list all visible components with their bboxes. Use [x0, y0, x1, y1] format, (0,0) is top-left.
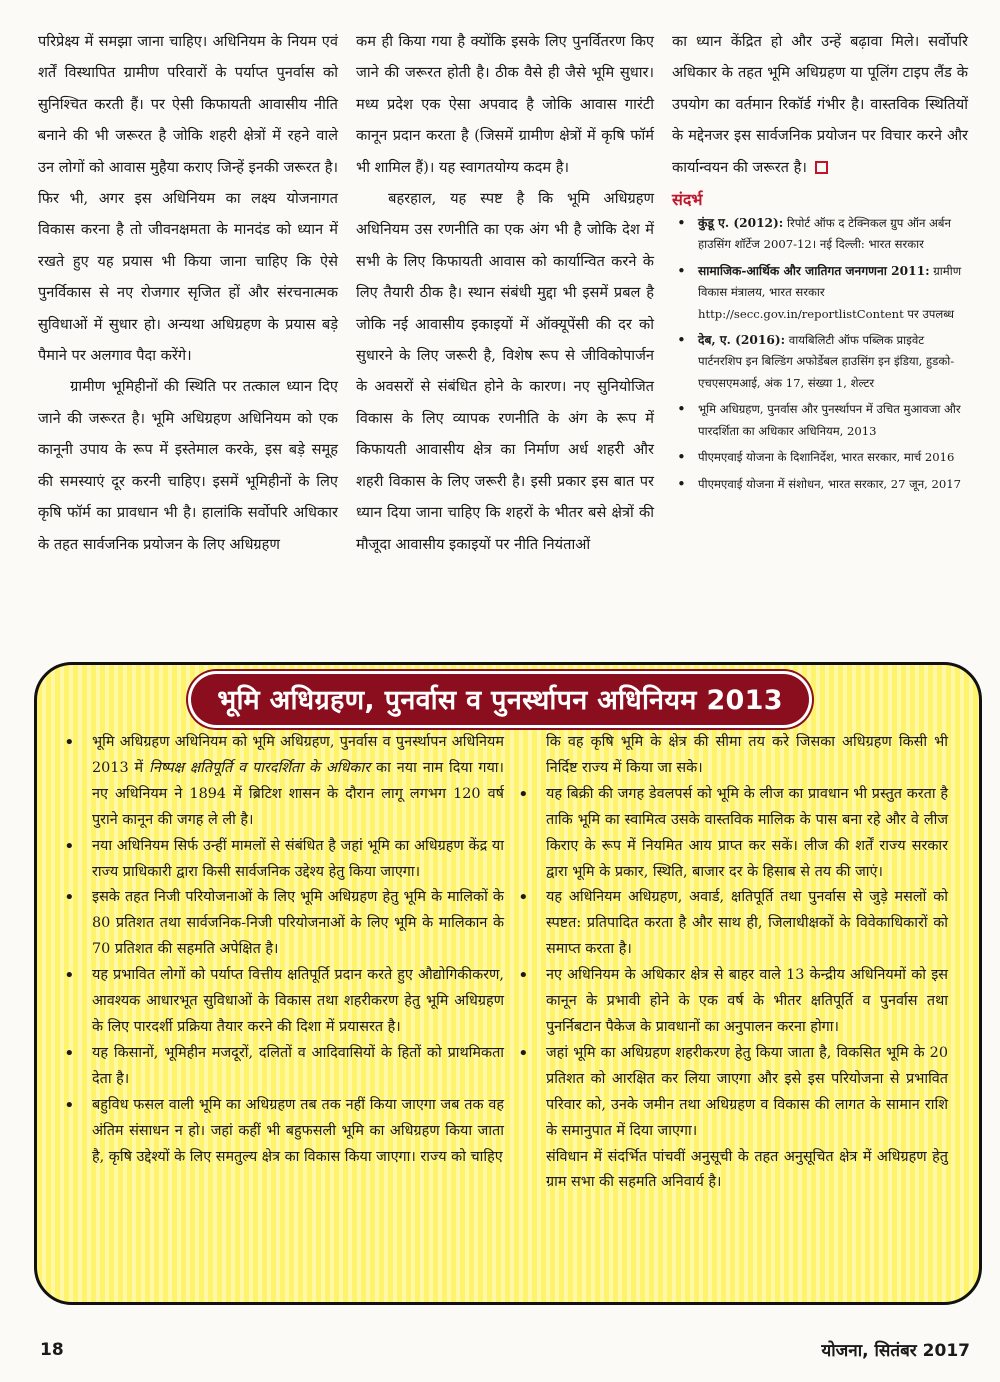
reference-author: सामाजिक-आर्थिक और जातिगत जनगणना 2011:	[698, 263, 930, 278]
info-box-bullet: • इसके तहत निजी परियोजनाओं के लिए भूमि अधिग्रहण हेतु भूमि के मालिकों के 80 प्रतिशत तथा सार्वजनिक-निजी परियोजनाओं के लिए भूमि के मालिकान के 70 प्रतिशत की सहमति अपेक्षित है।	[64, 885, 504, 963]
info-box-title: भूमि अधिग्रहण, पुनर्वास व पुनर्स्थापन अधिनियम 2013	[191, 674, 809, 725]
magazine-issue: योजना, सितंबर 2017	[821, 1341, 970, 1361]
info-box-bullet: • यह किसानों, भूमिहीन मजदूरों, दलितों व आदिवासियों के हितों को प्राथमिकता देता है।	[64, 1041, 504, 1093]
info-box-bullet: • यह बिक्री की जगह डेवलपर्स को भूमि के लीज का प्रावधान भी प्रस्तुत करता है ताकि भूमि का स्वामित्व उसके वास्तविक मालिक के पास बना रहे और वे लीज किराए के रूप में नियमित आय प्राप्त कर सकें। लीज की शर्तें राज्य सरकार द्वारा भूमि के प्रकार, स्थिति, बाजार दर के हिसाब से तय की जाएं।	[518, 782, 948, 886]
info-box-bullet: • बहुविध फसल वाली भूमि का अधिग्रहण तब तक नहीं किया जाएगा जब तक वह अंतिम संसाधन न हो। जहां कहीं भी बहुफसली भूमि का अधिग्रहण किया जाता है, कृषि उद्देश्यों के लिए समतुल्य क्षेत्र का विकास किया जाएगा। राज्य को चाहिए	[64, 1093, 504, 1171]
reference-text: वायबिलिटी ऑफ पब्लिक प्राइवेट पार्टनरशिप इन बिल्डिंग अफोर्डेबल हाउसिंग इन इंडिया, हुडको-एचएसएमआई, अंक 17, संख्या 1, शेल्टर	[698, 333, 955, 390]
column3-paragraph-1	[672, 26, 968, 183]
references-list	[672, 213, 968, 495]
info-box-bullet: • नया अधिनियम सिर्फ उन्हीं मामलों से संबंधित है जहां भूमि का अधिग्रहण केंद्र या राज्य प्राधिकारी द्वारा किसी सार्वजनिक उद्देश्य हेतु किया जाएगा।	[64, 834, 504, 886]
reference-text: पीएमएवाई योजना के दिशानिर्देश, भारत सरकार, मार्च 2016	[698, 450, 955, 465]
bullet-emphasis: निष्पक्ष क्षतिपूर्ति व पारदर्शिता के अधिकार	[149, 759, 371, 776]
info-box-bullet	[64, 730, 504, 834]
info-box-bullet: • यह प्रभावित लोगों को पर्याप्त वित्तीय क्षतिपूर्ति प्रदान करते हुए औद्योगिकीकरण, आवश्यक आधारभूत सुविधाओं के विकास तथा शहरीकरण हेतु भूमि अधिग्रहण के लिए पारदर्शी प्रक्रिया तैयार करने की दिशा में प्रयासरत है।	[64, 963, 504, 1041]
info-box-continuation: कि वह कृषि भूमि के क्षेत्र की सीमा तय करे जिसका अधिग्रहण किसी भी निर्दिष्ट राज्य में किया जा सके।	[546, 734, 948, 776]
reference-text: ग्रामीण विकास मंत्रालय, भारत सरकार http://secc.gov.in/reportlistContent पर उपलब्ध	[698, 263, 962, 321]
info-box-title-wrap	[0, 674, 1000, 725]
text-column-1	[38, 26, 338, 560]
references-heading: संदर्भ	[672, 190, 703, 210]
page-number: 18	[40, 1340, 64, 1360]
reference-item	[672, 399, 968, 442]
bullet-text: भूमि अधिग्रहण अधिनियम को भूमि अधिग्रहण, पुनर्वास व पुनर्स्थापन अधिनियम 2013 में	[92, 734, 504, 776]
info-box-bullet: • जहां भूमि का अधिग्रहण शहरीकरण हेतु किया जाता है, विकसित भूमि के 20 प्रतिशत को आरक्षित कर लिया जाएगा और इसे इस परियोजना से प्रभावित परिवार को, उनके जमीन तथा अधिग्रहण व विकास की लागत के सामान राशि के समानुपात में दिया जाएगा।	[518, 1041, 948, 1145]
reference-text: रिपोर्ट ऑफ द टेक्निकल ग्रुप ऑन अर्बन हाउसिंग शॉर्टेज 2007-12। नई दिल्ली: भारत सरकार	[698, 216, 951, 252]
info-box-left-column	[64, 730, 504, 1170]
column2-paragraph-2: बहरहाल, यह स्पष्ट है कि भूमि अधिग्रहण अधिनियम उस रणनीति का एक अंग भी है जोकि देश में सभी के लिए किफायती आवास को कार्यान्वित करने के लिए तैयारी ठीक है। स्थान संबंधी मुद्दा भी इसमें प्रबल है जोकि नई आवासीय इकाइयों में ऑक्यूपेंसी की दर को सुधारने के लिए जरूरी है, विशेष रूप से जीविकोपार्जन के अवसरों से संबंधित होने के कारण। नए सुनियोजित विकास के लिए व्यापक रणनीति के अंग के रूप में किफायती आवासीय क्षेत्र का निर्माण अर्ध शहरी और शहरी विकास के लिए जरूरी है। इसी प्रकार इस बात पर ध्यान दिया जाना चाहिए कि शहरों के भीतर बसे क्षेत्रों की मौजूदा आवासीय इकाइयों पर नीति नियंताओं	[356, 190, 654, 553]
column1-paragraph-1: परिप्रेक्ष्य में समझा जाना चाहिए। अधिनियम के नियम एवं शर्तें विस्थापित ग्रामीण परिवारों के पर्याप्त पुनर्वास को सुनिश्चित करती हैं। पर ऐसी किफायती आवासीय नीति बनाने की भी जरूरत है जोकि शहरी क्षेत्रों में रहने वाले उन लोगों को आवास मुहैया कराए जिन्हें इनकी जरूरत है। फिर भी, अगर इस अधिनियम का लक्ष्य योजनागत विकास करना है तो जीवनक्षमता के मानदंड को ध्यान में रखते हुए यह प्रयास भी किया जाना चाहिए कि ऐसे पुनर्विकास से नए रोजगार सृजित हों और संरचनात्मक सुविधाओं में सुधार हो। अन्यथा अधिग्रहण के प्रयास बड़े पैमाने पर अलगाव पैदा करेंगे।	[38, 33, 338, 365]
column1-paragraph-2: ग्रामीण भूमिहीनों की स्थिति पर तत्काल ध्यान दिए जाने की जरूरत है। भूमि अधिग्रहण अधिनियम को एक कानूनी उपाय के रूप में इस्तेमाल करके, इस बड़े समूह की समस्याएं दूर करनी चाहिए। इसमें भूमिहीनों के लिए कृषि फॉर्म का प्रावधान भी है। हालांकि सर्वोपरि अधिकार के तहत सार्वजनिक प्रयोजन के लिए अधिग्रहण	[38, 378, 338, 553]
reference-item	[672, 213, 968, 256]
info-box-bullet: • नए अधिनियम के अधिकार क्षेत्र से बाहर वाले 13 केन्द्रीय अधिनियमों को इस कानून के प्रभावी होने के एक वर्ष के भीतर क्षतिपूर्ति व पुनर्वास तथा पुनर्निबटान पैकेज के प्रावधानों का अनुपालन करना होगा।	[518, 963, 948, 1041]
column3-paragraph-1-text: का ध्यान केंद्रित हो और उन्हें बढ़ावा मिले। सर्वोपरि अधिकार के तहत भूमि अधिग्रहण या पूलिंग टाइप लैंड के उपयोग का वर्तमान रिकॉर्ड गंभीर है। वास्तविक स्थितियों के मद्देनजर इस सार्वजनिक प्रयोजन पर विचार करने और कार्यान्वयन की जरूरत है।	[672, 33, 968, 176]
reference-item	[672, 447, 968, 468]
info-box-last-line: संविधान में संदर्भित पांचवीं अनुसूची के तहत अनुसूचित क्षेत्र में अधिग्रहण हेतु ग्राम सभा की सहमति अनिवार्य है।	[546, 1148, 948, 1191]
info-box-bullet: • यह अधिनियम अधिग्रहण, अवार्ड, क्षतिपूर्ति तथा पुनर्वास से जुड़े मसलों को स्पष्टत: प्रतिपादित करता है और साथ ही, जिलाधीक्षकों के विवेकाधिकारों को समाप्त करता है।	[518, 885, 948, 963]
reference-item	[672, 474, 968, 495]
text-column-3	[672, 26, 968, 500]
text-column-2	[356, 26, 654, 560]
reference-text: भूमि अधिग्रहण, पुनर्वास और पुनर्स्थापन में उचित मुआवजा और पारदर्शिता का अधिकार अधिनियम, 2013	[698, 402, 961, 438]
reference-item	[672, 330, 968, 394]
reference-author: कुंडू ए. (2012):	[698, 216, 784, 231]
reference-text: पीएमएवाई योजना में संशोधन, भारत सरकार, 27 जून, 2017	[698, 476, 962, 491]
reference-item	[672, 261, 968, 325]
article-end-mark-icon	[815, 161, 828, 174]
reference-author: देब, ए. (2016):	[698, 333, 786, 348]
info-box-right-column	[518, 730, 948, 1196]
column2-paragraph-1: कम ही किया गया है क्योंकि इसके लिए पुनर्वितरण किए जाने की जरूरत होती है। ठीक वैसे ही जैसे भूमि सुधार। मध्य प्रदेश एक ऐसा अपवाद है जोकि आवास गारंटी कानून प्रदान करता है (जिसमें ग्रामीण क्षेत्रों में कृषि फॉर्म भी शामिल हैं)। यह स्वागतयोग्य कदम है।	[356, 33, 654, 176]
bullet-text: का नया नाम दिया गया। नए अधिनियम ने 1894 में ब्रिटिश शासन के दौरान लागू लगभग 120 वर्ष पुराने कानून की जगह ले ली है।	[92, 759, 504, 828]
